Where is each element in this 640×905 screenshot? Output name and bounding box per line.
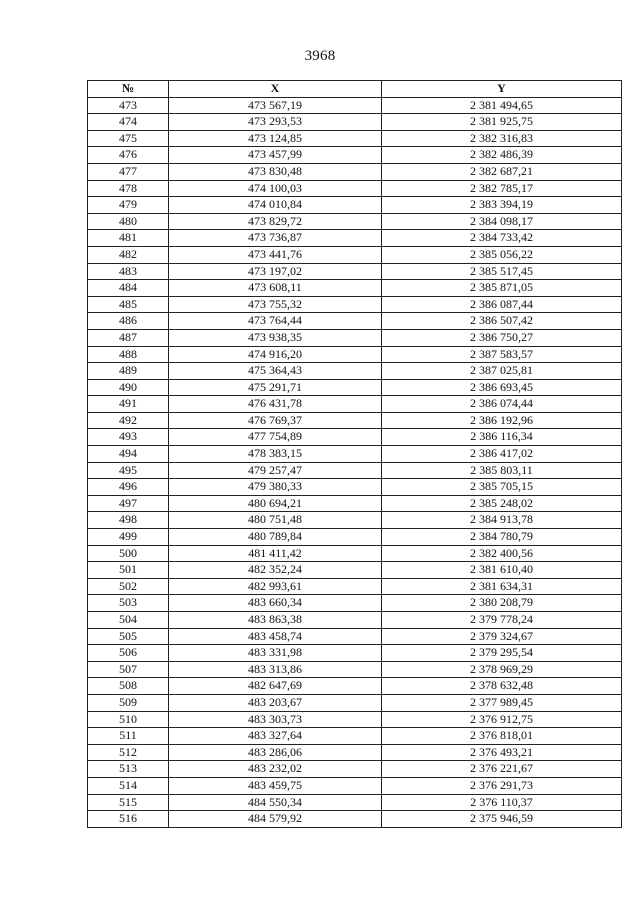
cell-x-coordinate: 483 660,34 [169, 595, 382, 612]
cell-point-number: 486 [88, 313, 169, 330]
cell-point-number: 507 [88, 661, 169, 678]
table-row [88, 180, 622, 197]
cell-y-coordinate: 2 376 221,67 [382, 761, 622, 778]
cell-point-number: 516 [88, 811, 169, 828]
cell-x-coordinate: 479 380,33 [169, 479, 382, 496]
table-row [88, 595, 622, 612]
cell-y-coordinate: 2 382 687,21 [382, 163, 622, 180]
cell-point-number: 487 [88, 329, 169, 346]
cell-x-coordinate: 473 441,76 [169, 246, 382, 263]
cell-x-coordinate: 483 303,73 [169, 711, 382, 728]
table-row [88, 246, 622, 263]
cell-y-coordinate: 2 387 583,57 [382, 346, 622, 363]
cell-x-coordinate: 473 457,99 [169, 147, 382, 164]
table-row [88, 728, 622, 745]
table-row [88, 744, 622, 761]
table-row [88, 280, 622, 297]
cell-y-coordinate: 2 386 192,96 [382, 412, 622, 429]
cell-x-coordinate: 473 829,72 [169, 213, 382, 230]
cell-point-number: 504 [88, 612, 169, 629]
cell-point-number: 495 [88, 462, 169, 479]
cell-point-number: 478 [88, 180, 169, 197]
cell-y-coordinate: 2 385 705,15 [382, 479, 622, 496]
cell-y-coordinate: 2 382 785,17 [382, 180, 622, 197]
table-row [88, 678, 622, 695]
table-row [88, 412, 622, 429]
page-number: 3968 [304, 48, 336, 64]
cell-point-number: 477 [88, 163, 169, 180]
cell-y-coordinate: 2 384 913,78 [382, 512, 622, 529]
cell-x-coordinate: 474 916,20 [169, 346, 382, 363]
cell-point-number: 494 [88, 446, 169, 463]
cell-x-coordinate: 484 550,34 [169, 794, 382, 811]
cell-point-number: 479 [88, 197, 169, 214]
cell-point-number: 482 [88, 246, 169, 263]
cell-y-coordinate: 2 386 116,34 [382, 429, 622, 446]
cell-point-number: 511 [88, 728, 169, 745]
table-row [88, 163, 622, 180]
cell-point-number: 513 [88, 761, 169, 778]
table-row [88, 612, 622, 629]
cell-point-number: 510 [88, 711, 169, 728]
cell-y-coordinate: 2 382 400,56 [382, 545, 622, 562]
table-row [88, 114, 622, 131]
cell-point-number: 476 [88, 147, 169, 164]
cell-point-number: 474 [88, 114, 169, 131]
cell-y-coordinate: 2 379 324,67 [382, 628, 622, 645]
cell-y-coordinate: 2 381 925,75 [382, 114, 622, 131]
cell-point-number: 480 [88, 213, 169, 230]
cell-x-coordinate: 483 331,98 [169, 645, 382, 662]
cell-point-number: 485 [88, 296, 169, 313]
table-row [88, 429, 622, 446]
cell-y-coordinate: 2 380 208,79 [382, 595, 622, 612]
cell-x-coordinate: 480 694,21 [169, 495, 382, 512]
table-row [88, 529, 622, 546]
table-row [88, 396, 622, 413]
cell-point-number: 508 [88, 678, 169, 695]
cell-point-number: 481 [88, 230, 169, 247]
column-header-y: Y [382, 81, 622, 98]
cell-x-coordinate: 479 257,47 [169, 462, 382, 479]
cell-x-coordinate: 473 197,02 [169, 263, 382, 280]
cell-y-coordinate: 2 386 417,02 [382, 446, 622, 463]
table-row [88, 777, 622, 794]
cell-point-number: 502 [88, 578, 169, 595]
table-row [88, 197, 622, 214]
cell-y-coordinate: 2 385 803,11 [382, 462, 622, 479]
cell-point-number: 512 [88, 744, 169, 761]
cell-x-coordinate: 473 124,85 [169, 130, 382, 147]
cell-point-number: 493 [88, 429, 169, 446]
table-row [88, 313, 622, 330]
cell-x-coordinate: 481 411,42 [169, 545, 382, 562]
cell-x-coordinate: 482 993,61 [169, 578, 382, 595]
cell-y-coordinate: 2 379 295,54 [382, 645, 622, 662]
cell-point-number: 490 [88, 379, 169, 396]
table-body [88, 97, 622, 827]
table-row [88, 97, 622, 114]
cell-y-coordinate: 2 384 733,42 [382, 230, 622, 247]
cell-y-coordinate: 2 386 693,45 [382, 379, 622, 396]
cell-y-coordinate: 2 385 871,05 [382, 280, 622, 297]
table-row [88, 512, 622, 529]
table-row [88, 363, 622, 380]
cell-y-coordinate: 2 376 818,01 [382, 728, 622, 745]
cell-point-number: 473 [88, 97, 169, 114]
cell-point-number: 484 [88, 280, 169, 297]
cell-y-coordinate: 2 385 248,02 [382, 495, 622, 512]
cell-point-number: 483 [88, 263, 169, 280]
cell-point-number: 496 [88, 479, 169, 496]
cell-y-coordinate: 2 378 632,48 [382, 678, 622, 695]
table-row [88, 661, 622, 678]
table-row [88, 230, 622, 247]
cell-x-coordinate: 480 751,48 [169, 512, 382, 529]
cell-x-coordinate: 477 754,89 [169, 429, 382, 446]
table-row [88, 263, 622, 280]
cell-point-number: 488 [88, 346, 169, 363]
cell-y-coordinate: 2 382 316,83 [382, 130, 622, 147]
cell-x-coordinate: 474 010,84 [169, 197, 382, 214]
cell-y-coordinate: 2 376 493,21 [382, 744, 622, 761]
cell-y-coordinate: 2 385 056,22 [382, 246, 622, 263]
column-header-x: X [169, 81, 382, 98]
cell-y-coordinate: 2 376 291,73 [382, 777, 622, 794]
table-row [88, 761, 622, 778]
cell-point-number: 497 [88, 495, 169, 512]
table-row [88, 628, 622, 645]
table-row [88, 545, 622, 562]
table-row [88, 562, 622, 579]
cell-x-coordinate: 483 313,86 [169, 661, 382, 678]
cell-x-coordinate: 473 293,53 [169, 114, 382, 131]
cell-point-number: 514 [88, 777, 169, 794]
cell-y-coordinate: 2 385 517,45 [382, 263, 622, 280]
cell-point-number: 491 [88, 396, 169, 413]
table-row [88, 462, 622, 479]
table-row [88, 495, 622, 512]
cell-y-coordinate: 2 377 989,45 [382, 694, 622, 711]
cell-x-coordinate: 474 100,03 [169, 180, 382, 197]
cell-x-coordinate: 483 863,38 [169, 612, 382, 629]
cell-x-coordinate: 480 789,84 [169, 529, 382, 546]
cell-point-number: 505 [88, 628, 169, 645]
cell-x-coordinate: 473 608,11 [169, 280, 382, 297]
cell-y-coordinate: 2 383 394,19 [382, 197, 622, 214]
cell-point-number: 503 [88, 595, 169, 612]
cell-x-coordinate: 483 327,64 [169, 728, 382, 745]
cell-x-coordinate: 473 567,19 [169, 97, 382, 114]
cell-point-number: 475 [88, 130, 169, 147]
table-row [88, 811, 622, 828]
cell-x-coordinate: 483 232,02 [169, 761, 382, 778]
cell-y-coordinate: 2 379 778,24 [382, 612, 622, 629]
table-row [88, 446, 622, 463]
cell-point-number: 501 [88, 562, 169, 579]
table-row [88, 346, 622, 363]
cell-x-coordinate: 483 286,06 [169, 744, 382, 761]
table-row [88, 694, 622, 711]
cell-x-coordinate: 475 364,43 [169, 363, 382, 380]
cell-x-coordinate: 483 203,67 [169, 694, 382, 711]
table-row [88, 296, 622, 313]
table-row [88, 645, 622, 662]
cell-y-coordinate: 2 381 494,65 [382, 97, 622, 114]
table-row [88, 147, 622, 164]
cell-x-coordinate: 473 764,44 [169, 313, 382, 330]
cell-y-coordinate: 2 381 634,31 [382, 578, 622, 595]
table-header-row [88, 81, 622, 98]
cell-point-number: 489 [88, 363, 169, 380]
column-header-number: № [88, 81, 169, 98]
cell-x-coordinate: 483 458,74 [169, 628, 382, 645]
cell-x-coordinate: 484 579,92 [169, 811, 382, 828]
table-row [88, 213, 622, 230]
cell-y-coordinate: 2 386 507,42 [382, 313, 622, 330]
cell-y-coordinate: 2 387 025,81 [382, 363, 622, 380]
cell-point-number: 506 [88, 645, 169, 662]
cell-x-coordinate: 482 647,69 [169, 678, 382, 695]
cell-x-coordinate: 475 291,71 [169, 379, 382, 396]
cell-y-coordinate: 2 386 074,44 [382, 396, 622, 413]
cell-y-coordinate: 2 384 098,17 [382, 213, 622, 230]
cell-x-coordinate: 478 383,15 [169, 446, 382, 463]
cell-y-coordinate: 2 376 912,75 [382, 711, 622, 728]
cell-point-number: 492 [88, 412, 169, 429]
cell-y-coordinate: 2 384 780,79 [382, 529, 622, 546]
cell-x-coordinate: 473 736,87 [169, 230, 382, 247]
cell-x-coordinate: 473 830,48 [169, 163, 382, 180]
table-row [88, 578, 622, 595]
cell-y-coordinate: 2 382 486,39 [382, 147, 622, 164]
cell-point-number: 498 [88, 512, 169, 529]
cell-point-number: 515 [88, 794, 169, 811]
cell-point-number: 509 [88, 694, 169, 711]
coordinates-table [87, 80, 622, 828]
cell-x-coordinate: 473 938,35 [169, 329, 382, 346]
table-row [88, 711, 622, 728]
table-row [88, 794, 622, 811]
cell-x-coordinate: 473 755,32 [169, 296, 382, 313]
cell-x-coordinate: 482 352,24 [169, 562, 382, 579]
cell-x-coordinate: 476 769,37 [169, 412, 382, 429]
cell-point-number: 499 [88, 529, 169, 546]
table-row [88, 130, 622, 147]
cell-y-coordinate: 2 375 946,59 [382, 811, 622, 828]
cell-x-coordinate: 476 431,78 [169, 396, 382, 413]
cell-y-coordinate: 2 386 750,27 [382, 329, 622, 346]
cell-y-coordinate: 2 381 610,40 [382, 562, 622, 579]
cell-x-coordinate: 483 459,75 [169, 777, 382, 794]
cell-y-coordinate: 2 386 087,44 [382, 296, 622, 313]
cell-point-number: 500 [88, 545, 169, 562]
table-row [88, 479, 622, 496]
table-row [88, 379, 622, 396]
cell-y-coordinate: 2 376 110,37 [382, 794, 622, 811]
cell-y-coordinate: 2 378 969,29 [382, 661, 622, 678]
table-row [88, 329, 622, 346]
